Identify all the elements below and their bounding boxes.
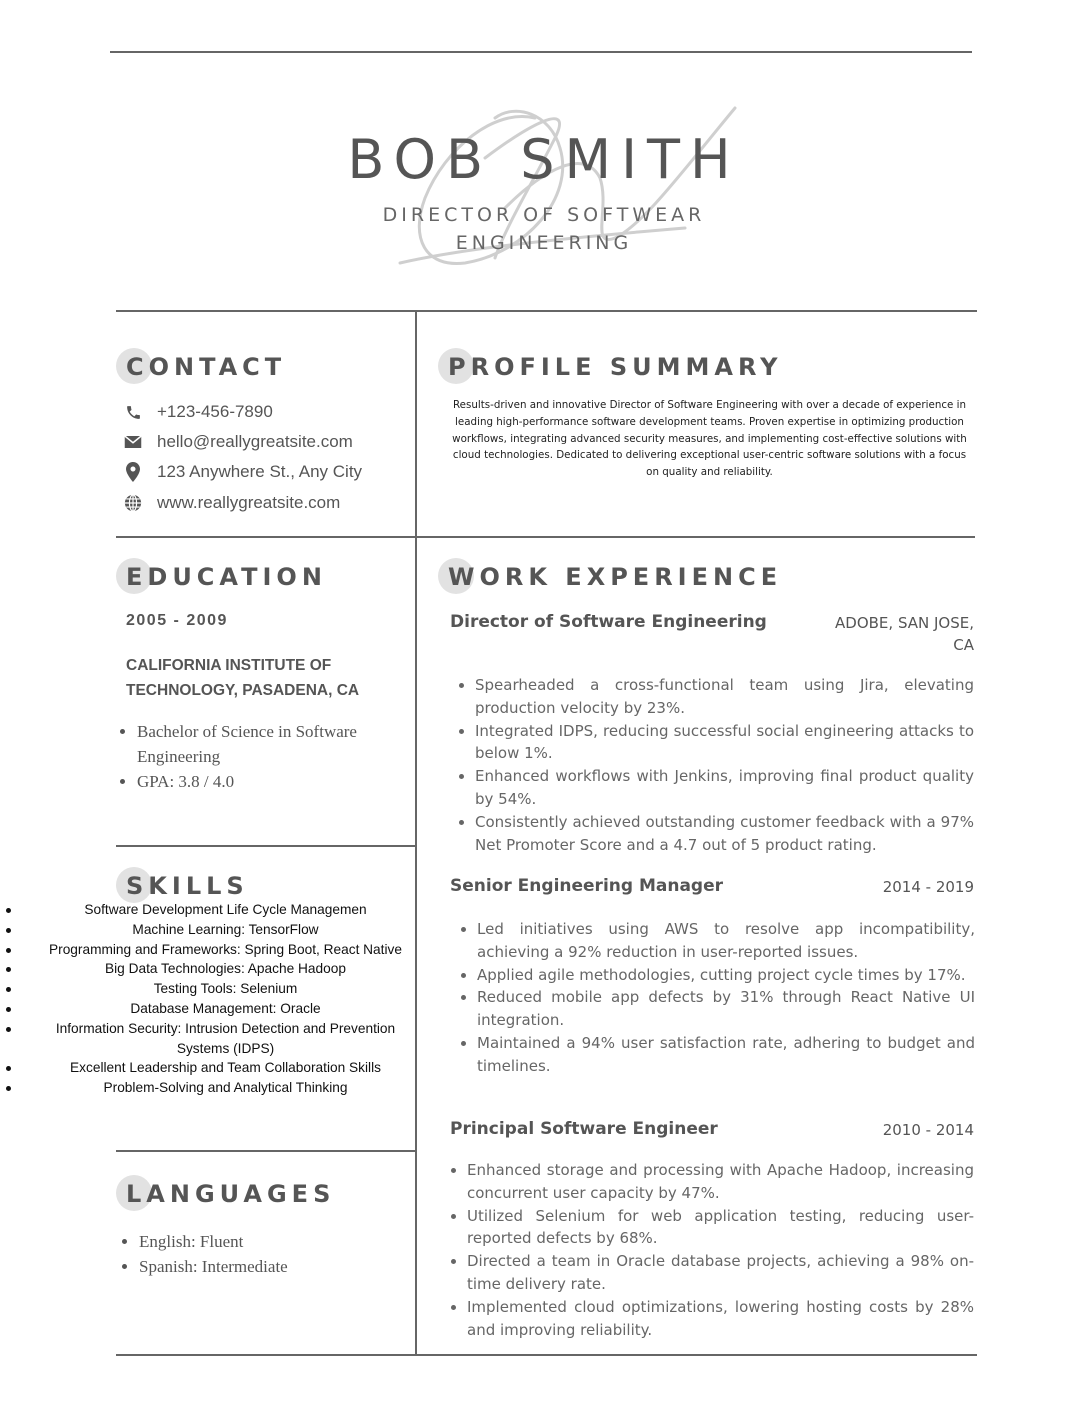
contact-address-row bbox=[122, 459, 362, 485]
column-divider bbox=[415, 310, 417, 1356]
skill-text: Information Security: Intrusion Detection and Prevention Systems (IDPS) bbox=[55, 1020, 396, 1056]
job-dates: 2010 - 2014 bbox=[882, 1121, 974, 1139]
skill-item bbox=[0, 1078, 415, 1098]
left-divider-2 bbox=[116, 845, 416, 847]
bullet-dot bbox=[6, 1007, 11, 1012]
globe-icon bbox=[122, 493, 144, 513]
education-years: 2005 - 2009 bbox=[126, 612, 228, 629]
candidate-name: BOB SMITH bbox=[347, 128, 741, 191]
skill-item bbox=[0, 1058, 415, 1078]
top-rule bbox=[110, 51, 972, 53]
profile-summary-text: Results-driven and innovative Director of Software Engineering with over a decade of experience in leading high-performance software development teams. Proven expertise in optimizing production workflows, integrating advanced security measures, and implementing cost-effective solutions with cloud technologies. Dedicated to delivering exceptional user-centric software solutions with a focus on quality and reliability. bbox=[452, 399, 967, 479]
contact-phone-row bbox=[122, 399, 273, 425]
skill-text: Programming and Frameworks: Spring Boot, React Native bbox=[49, 941, 402, 957]
skill-item bbox=[0, 940, 415, 960]
skill-text: Database Management: Oracle bbox=[130, 1000, 321, 1016]
contact-heading-label: CONTACT bbox=[126, 353, 287, 381]
skill-item bbox=[0, 959, 415, 979]
job-bullets bbox=[447, 1159, 974, 1341]
bullet-dot bbox=[6, 1066, 11, 1071]
bottom-rule bbox=[116, 1354, 977, 1356]
contact-email-row bbox=[122, 429, 353, 455]
skill-item bbox=[0, 900, 415, 920]
location-pin-icon bbox=[122, 462, 144, 482]
list-item: • English: Fluent bbox=[139, 1229, 424, 1254]
bullet-dot bbox=[6, 967, 11, 972]
education-details bbox=[115, 719, 422, 794]
envelope-icon bbox=[122, 432, 144, 452]
list-item: • Applied agile methodologies, cutting project cycle times by 17%. bbox=[477, 964, 975, 987]
bullet-dot bbox=[6, 908, 11, 913]
list-item: • Spearheaded a cross-functional team using Jira, elevating production velocity by 23%. bbox=[475, 674, 974, 720]
job-title: Senior Engineering Manager bbox=[450, 876, 724, 896]
contact-phone[interactable]: +123-456-7890 bbox=[157, 402, 273, 421]
languages-heading-label: LANGUAGES bbox=[126, 1180, 336, 1208]
contact-email[interactable]: hello@reallygreatsite.com bbox=[157, 432, 353, 451]
skill-text: Testing Tools: Selenium bbox=[153, 981, 298, 997]
job-title: Principal Software Engineer bbox=[450, 1119, 718, 1139]
list-item: • Consistently achieved outstanding customer feedback with a 97% Net Promoter Score and a 4.7 out of 5 product rating. bbox=[475, 811, 974, 857]
languages-list bbox=[117, 1229, 424, 1279]
list-item: • Reduced mobile app defects by 31% through React Native UI integration. bbox=[477, 986, 975, 1032]
job-bullets bbox=[455, 674, 974, 856]
job-company: ADOBE, SAN JOSE, CA bbox=[835, 614, 974, 654]
skill-item bbox=[0, 1019, 415, 1059]
contact-address: 123 Anywhere St., Any City bbox=[157, 462, 363, 481]
contact-website-row bbox=[122, 490, 340, 516]
skill-item bbox=[0, 920, 415, 940]
left-divider-1 bbox=[116, 536, 416, 538]
list-item: • Enhanced workflows with Jenkins, improving final product quality by 54%. bbox=[475, 765, 974, 811]
skill-item bbox=[0, 979, 415, 999]
list-item: • Led initiatives using AWS to resolve app incompatibility, achieving a 92% reduction in user-reported issues. bbox=[477, 918, 975, 964]
bullet-dot bbox=[6, 987, 11, 992]
bullet-dot bbox=[6, 948, 11, 953]
skill-text: Machine Learning: TensorFlow bbox=[132, 921, 319, 937]
list-item: • GPA: 3.8 / 4.0 bbox=[137, 769, 422, 794]
bullet-dot bbox=[6, 1027, 11, 1032]
education-heading-label: EDUCATION bbox=[126, 563, 327, 591]
job-dates: 2014 - 2019 bbox=[882, 878, 974, 896]
skill-text: Excellent Leadership and Team Collaboration Skills bbox=[70, 1060, 381, 1076]
job-bullets bbox=[457, 918, 975, 1078]
education-school: CALIFORNIA INSTITUTE OF TECHNOLOGY, PASADENA, CA bbox=[126, 657, 360, 699]
skill-item bbox=[0, 999, 415, 1019]
skill-text: Software Development Life Cycle Managemen bbox=[84, 902, 367, 917]
candidate-title: DIRECTOR OF SOFTWEAR ENGINEERING bbox=[382, 204, 706, 254]
phone-icon bbox=[122, 402, 144, 422]
contact-website[interactable]: www.reallygreatsite.com bbox=[157, 493, 341, 512]
skills-list bbox=[0, 900, 415, 1098]
work-heading-label: WORK EXPERIENCE bbox=[448, 563, 783, 591]
list-item: • Implemented cloud optimizations, lowering hosting costs by 28% and improving reliability. bbox=[467, 1296, 974, 1342]
bullet-dot bbox=[6, 928, 11, 933]
skills-heading-label: SKILLS bbox=[126, 872, 249, 900]
header-divider bbox=[116, 310, 977, 312]
list-item: • Utilized Selenium for web application testing, reducing user-reported defects by 68%. bbox=[467, 1205, 974, 1251]
skill-text: Problem-Solving and Analytical Thinking bbox=[103, 1080, 348, 1096]
list-item: • Integrated IDPS, reducing successful social engineering attacks to below 1%. bbox=[475, 720, 974, 766]
list-item: • Spanish: Intermediate bbox=[139, 1254, 424, 1279]
list-item: • Maintained a 94% user satisfaction rate, adhering to budget and timelines. bbox=[477, 1032, 975, 1078]
job-title: Director of Software Engineering bbox=[450, 612, 767, 632]
list-item: • Enhanced storage and processing with Apache Hadoop, increasing concurrent user capacity by 47%. bbox=[467, 1159, 974, 1205]
left-divider-3 bbox=[116, 1150, 416, 1152]
profile-heading-label: PROFILE SUMMARY bbox=[448, 353, 783, 381]
right-divider-1 bbox=[416, 536, 975, 538]
list-item: • Directed a team in Oracle database projects, achieving a 98% on-time delivery rate. bbox=[467, 1250, 974, 1296]
bullet-dot bbox=[6, 1086, 11, 1091]
skill-text: Big Data Technologies: Apache Hadoop bbox=[105, 961, 346, 977]
list-item: • Bachelor of Science in Software Engineering bbox=[137, 719, 422, 769]
